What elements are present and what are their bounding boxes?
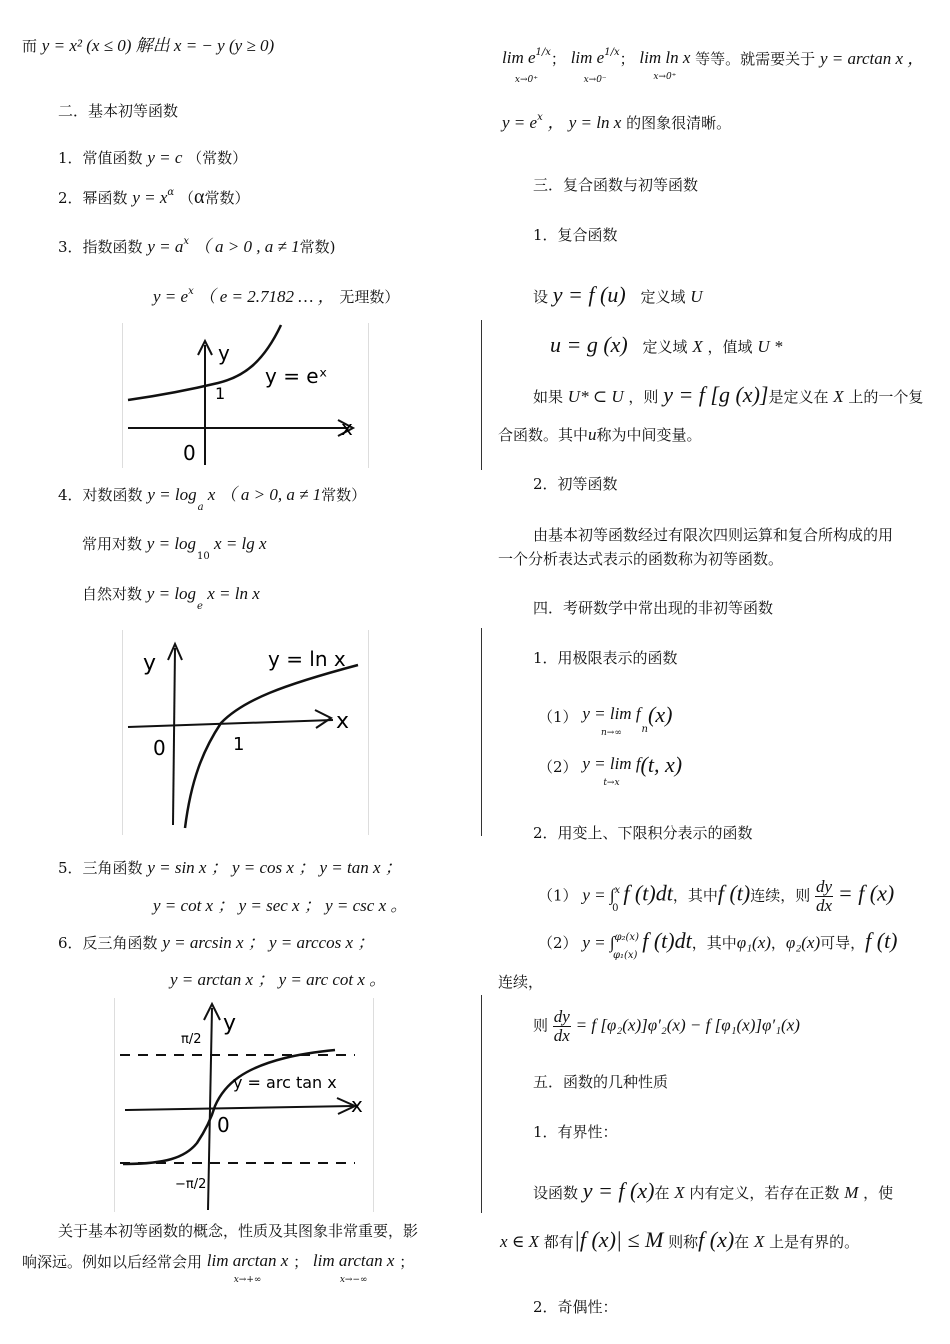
item-power-function: 2．幂函数 $y = x^\alpha$ （α常数） <box>58 186 250 208</box>
item-inverse-trig-2: y = arctan x ； y = arc cot x 。 <box>170 970 387 989</box>
item-trig-functions: 5．三角函数 y = sin x ； y = cos x ； y = tan x ； <box>58 858 402 877</box>
line-bounded-def-2: x ∈ X 都有|f (x)| ≤ M 则称f (x)在 X 上是有界的。 <box>500 1227 860 1252</box>
item-natural-log: 自然对数 $y = \log_e x = \ln x$ <box>82 584 260 612</box>
x-axis <box>125 1106 353 1110</box>
line-integral-fn-2-cont: 连续， <box>498 973 544 991</box>
x-axis-label: x <box>336 709 350 734</box>
subsection-integral-functions: 2．用变上、下限积分表示的函数 <box>533 824 753 842</box>
y-axis <box>173 648 175 825</box>
log-graph <box>122 630 369 835</box>
y-axis-label: y <box>218 341 230 365</box>
origin-label: 0 <box>217 1113 230 1137</box>
right-column <box>490 0 950 1344</box>
para-importance-2: 响深远。例如以后经常会用 lim arctan x x→+∞ ； lim arctan x x→−∞ ； <box>22 1251 415 1285</box>
section-5-heading: 五．函数的几种性质 <box>533 1073 669 1091</box>
section-4-heading: 四．考研数学中常出现的非初等函数 <box>533 599 774 617</box>
subsection-limit-functions: 1．用极限表示的函数 <box>533 649 678 667</box>
line-limit-examples: $\lim e^{1/x}$ x→0⁺ ； $\lim e^{1/x}$ x→0⁻ ； lim ln x x→0⁺ 等等。就需要关于 y = arctan x ， <box>502 47 925 85</box>
para-elementary-1: 由基本初等函数经过有限次四则运算和复合所构成的用 <box>533 526 894 544</box>
pi-half-label: π/2 <box>181 1032 202 1047</box>
y-axis-label: y <box>223 1011 237 1036</box>
line-bounded-def: 设函数 y = f (x)在 X 内有定义，若存在正数 M ，使 <box>533 1178 894 1203</box>
item-common-log: 常用对数 $y = \log_{10} x = \lg x$ <box>82 534 267 562</box>
arctan-graph <box>114 998 374 1212</box>
x-axis-label: x <box>341 416 353 440</box>
line-graph-clarity: $y = e^x$ ， y = ln x 的图象很清晰。 <box>502 112 732 132</box>
line-composite-f: 设 y = f (u) 定义域 U <box>533 282 703 307</box>
line-composite-def-2: 合函数。其中u称为中间变量。 <box>498 425 702 444</box>
section-3-heading: 三．复合函数与初等函数 <box>533 176 699 194</box>
log-graph-svg <box>123 630 368 835</box>
subsection-elementary: 2．初等函数 <box>533 475 618 493</box>
subsection-bounded: 1．有界性： <box>533 1123 618 1141</box>
origin-label: 0 <box>153 736 166 760</box>
para-elementary-2: 一个分析表达式表示的函数称为初等函数。 <box>498 550 784 568</box>
curve-label: y = ln x <box>268 647 346 671</box>
ln-curve <box>185 665 358 828</box>
item-log-function: 4．对数函数 $y = \log_a x$ （ a > 0, a ≠ 1常数） <box>58 485 367 513</box>
line-composite-def: 如果 U* ⊂ U ，则 y = f [g (x)]是定义在 X 上的一个复 <box>533 382 924 407</box>
para-importance-1: 关于基本初等函数的概念，性质及其图象非常重要，影 <box>58 1222 419 1240</box>
item-constant-function: 1．常值函数 y = c （常数） <box>58 148 248 167</box>
item-exponential-function: 3．指数函数 $y = a^x$ （ a > 0 , a ≠ 1常数) <box>58 236 336 256</box>
x-axis <box>128 720 333 727</box>
item-inverse-trig: 6．反三角函数 y = arcsin x ； y = arccos x ； <box>58 933 375 952</box>
x-intercept-label: 1 <box>233 734 245 755</box>
column-divider <box>481 320 482 470</box>
x-axis-label: x <box>351 1093 363 1117</box>
line-composite-g: u = g (x) 定义域 X ，值域 U * <box>550 332 783 357</box>
line-inverse-function: 而 y = x² (x ≤ 0) 解出 x = − y (y ≥ 0) <box>22 36 275 55</box>
exponential-graph <box>122 323 369 468</box>
exponential-graph-svg <box>123 323 368 468</box>
line-integral-fn-2: （2） y = ∫$^{\varphi_2(x)}_{\varphi_1(x)}$ f (t)dt，其中φ₁(x)，φ₂(x)可导，f (t) <box>538 928 898 961</box>
item-natural-exponential: $y = e^x$ （ e = 2.7182 … ， 无理数） <box>153 286 400 306</box>
subsection-composite: 1．复合函数 <box>533 226 618 244</box>
line-limit-fn-2: （2） y = lim f t→x (t, x) <box>538 752 683 788</box>
arctan-graph-svg <box>115 998 373 1212</box>
y-axis-label: y <box>143 651 157 676</box>
section-2-heading: 二．基本初等函数 <box>58 102 179 120</box>
line-limit-fn-1: （1） y = lim f n→∞ $_n$(x) <box>538 702 673 738</box>
subsection-parity: 2．奇偶性： <box>533 1298 618 1316</box>
curve-label: y = arc tan x <box>233 1073 337 1092</box>
line-integral-derivative: 则 $\frac{dy}{dx}$ = f [φ₂(x)]φ′₂(x) − f [φ₁(x)]φ′₁(x) <box>533 1007 800 1045</box>
item-trig-functions-2: y = cot x ； y = sec x ； y = csc x 。 <box>153 896 408 915</box>
column-divider <box>481 995 482 1213</box>
column-divider <box>481 628 482 836</box>
curve-label: y = eˣ <box>265 364 328 388</box>
neg-pi-half-label: −π/2 <box>175 1177 207 1192</box>
y-intercept-label: 1 <box>215 384 226 403</box>
line-integral-fn-1: （1） y = ∫$^x_0$ f (t)dt，其中f (t)连续，则 $\frac{dy}{dx}$ = f (x) <box>538 877 895 915</box>
origin-label: 0 <box>183 441 196 465</box>
x-axis-arrow <box>315 710 331 728</box>
